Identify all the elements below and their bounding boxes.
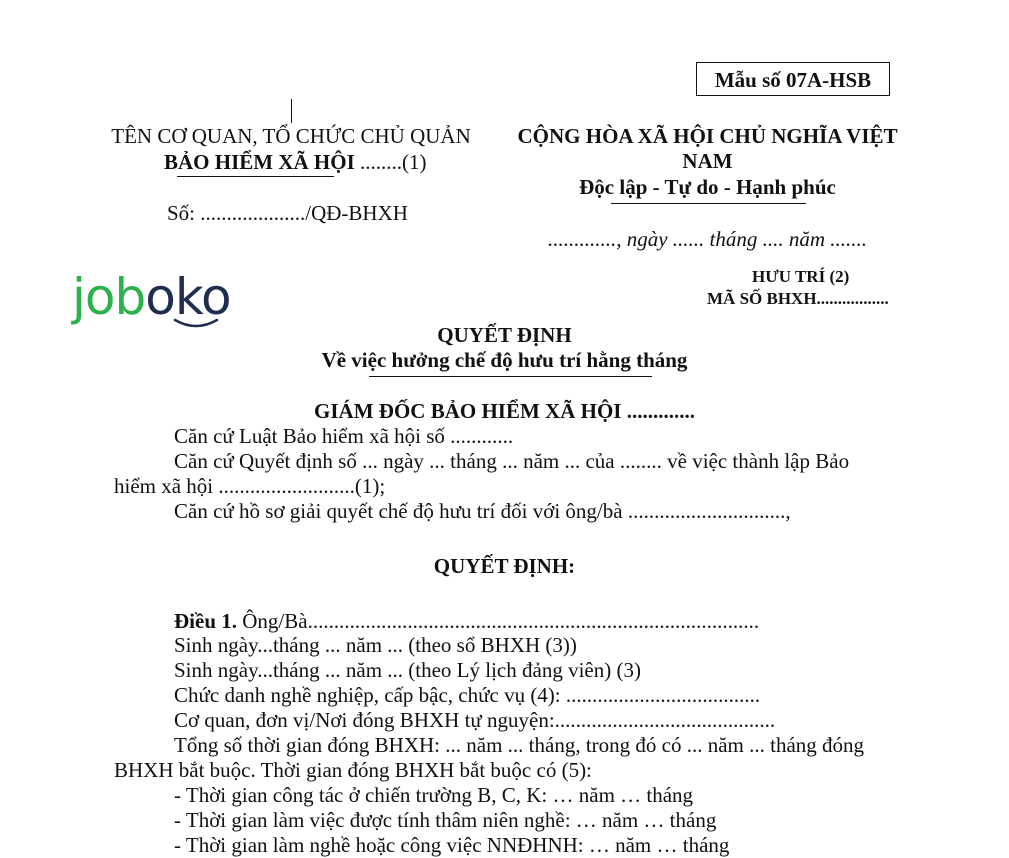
preamble-line: Căn cứ Luật Bảo hiểm xã hội số ............	[174, 424, 514, 448]
document-number: Số: ..................../QĐ-BHXH	[167, 201, 408, 225]
motto: Độc lập - Tự do - Hạnh phúc	[579, 175, 836, 199]
article1-line: BHXH bắt buộc. Thời gian đóng BHXH bắt buộc có (5):	[114, 758, 592, 782]
article1-line: Chức danh nghề nghiệp, cấp bậc, chức vụ (4): .....................................	[174, 683, 761, 707]
pension-type: HƯU TRÍ (2)	[752, 267, 850, 286]
article1-line: Sinh ngày...tháng ... năm ... (theo sổ BHXH (3))	[174, 633, 577, 657]
article1-line: - Thời gian làm việc được tính thâm niên nghề: … năm … tháng	[174, 808, 717, 832]
social-insurance-code: MÃ SỐ BHXH.................	[707, 289, 889, 308]
country-name-line2: NAM	[682, 149, 733, 173]
article1-line: Sinh ngày...tháng ... năm ... (theo Lý lịch đảng viên) (3)	[174, 658, 641, 682]
agency-underline	[177, 176, 334, 177]
article1-line: - Thời gian công tác ở chiến trường B, C, K: … năm … tháng	[174, 783, 694, 807]
text-cursor	[291, 99, 292, 123]
article1-name-line	[174, 609, 759, 634]
decision-subtitle: Về việc hưởng chế độ hưu trí hằng tháng	[321, 348, 688, 372]
date-line: ............., ngày ...... tháng .... năm .......	[547, 227, 868, 251]
form-code: Mẫu số 07A-HSB	[714, 68, 872, 92]
agency-parent: TÊN CƠ QUAN, TỔ CHỨC CHỦ QUẢN	[111, 124, 471, 148]
subtitle-underline	[369, 376, 652, 377]
motto-underline	[611, 203, 806, 204]
preamble-line: Căn cứ Quyết định số ... ngày ... tháng ... năm ... của ........ về việc thành lập Bảo	[174, 449, 850, 473]
preamble-line: hiểm xã hội ..........................(1);	[114, 474, 386, 498]
joboko-logo	[72, 268, 232, 328]
country-name-line1: CỘNG HÒA XÃ HỘI CHỦ NGHĨA VIỆT	[517, 124, 898, 148]
form-code-box	[696, 62, 890, 96]
agency-name: BẢO HIỂM XÃ HỘI	[164, 150, 355, 174]
article1-line: Cơ quan, đơn vị/Nơi đóng BHXH tự nguyện:..........................................	[174, 708, 776, 732]
preamble-line: Căn cứ hồ sơ giải quyết chế độ hưu trí đối với ông/bà ..............................,	[174, 499, 791, 523]
agency-line	[164, 150, 427, 175]
authority-heading: GIÁM ĐỐC BẢO HIỂM XÃ HỘI .............	[314, 399, 695, 423]
decision-title: QUYẾT ĐỊNH	[437, 323, 572, 347]
agency-suffix: ........(1)	[354, 150, 427, 174]
article1-label: Điều 1.	[174, 609, 237, 633]
article1-line: Tổng số thời gian đóng BHXH: ... năm ... tháng, trong đó có ... năm ... tháng đóng	[174, 733, 865, 757]
decision-heading: QUYẾT ĐỊNH:	[433, 554, 576, 578]
article1-line: - Thời gian làm nghề hoặc công việc NNĐHNH: … năm … tháng	[174, 833, 730, 857]
article1-name: Ông/Bà......................................................................................	[237, 609, 760, 633]
logo-wordmark: joboko	[72, 268, 231, 326]
